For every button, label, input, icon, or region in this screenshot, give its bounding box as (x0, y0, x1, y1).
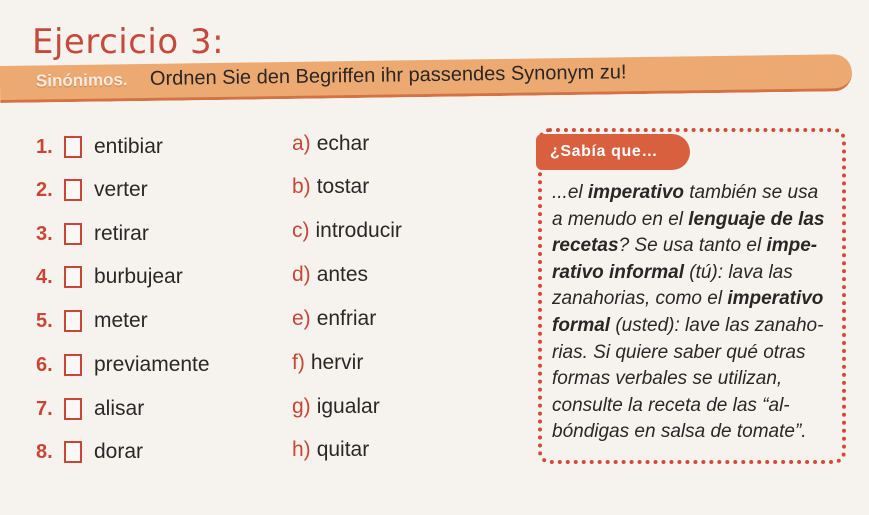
info-line (552, 419, 844, 446)
term-row (36, 262, 183, 292)
info-text: consulte la receta de las “al- (552, 394, 790, 416)
info-text: bóndigas en salsa de tomate”. (552, 421, 807, 443)
synonym-row (292, 304, 376, 334)
banner-instruction: Ordnen Sie den Begriffen ihr passendes Synonym zu! (149, 61, 627, 90)
info-text: a menudo en el (552, 208, 689, 230)
term-number: 2. (36, 178, 53, 201)
info-text: ...el (552, 182, 588, 203)
term-row (36, 437, 143, 467)
answer-checkbox[interactable] (64, 136, 82, 158)
term-row (36, 306, 148, 336)
term-number: 1. (36, 135, 53, 158)
synonym-letter: a) (292, 132, 311, 155)
answer-checkbox[interactable] (64, 179, 82, 201)
synonym-row (292, 260, 368, 290)
synonym-letter: c) (292, 219, 310, 242)
term-row (36, 350, 210, 380)
synonym-word: enfriar (316, 307, 377, 330)
exercise-title: Ejercicio 3: (32, 22, 225, 62)
info-box-heading: ¿Sabía que… (536, 134, 690, 170)
term-row (36, 132, 163, 162)
banner-label: Sinónimos. (35, 70, 128, 91)
info-emphasis: impe- (766, 235, 818, 257)
term-word: dorar (94, 440, 144, 463)
term-word: previamente (94, 353, 210, 376)
synonym-row (292, 348, 363, 378)
term-word: verter (94, 178, 148, 201)
answer-checkbox[interactable] (64, 310, 82, 332)
term-word: meter (94, 309, 148, 332)
synonym-row (292, 172, 369, 202)
info-emphasis: rativo informal (552, 261, 684, 283)
info-text: zanahorias, como el (552, 288, 728, 310)
info-box-text (552, 180, 844, 446)
info-text: (usted): lave las zanaho- (610, 314, 824, 336)
info-line (552, 260, 844, 287)
synonym-word: tostar (316, 175, 370, 198)
info-emphasis: lenguaje de las (688, 208, 825, 230)
synonym-row (292, 435, 369, 465)
info-emphasis: formal (552, 314, 611, 336)
synonym-word: echar (316, 132, 370, 155)
info-line (552, 393, 844, 420)
synonym-letter: h) (292, 438, 311, 461)
answer-checkbox[interactable] (64, 223, 82, 245)
info-text: formas verbales se utilizan, (552, 368, 783, 390)
term-word: burbujear (94, 265, 183, 288)
info-line (552, 207, 844, 234)
term-number: 8. (36, 440, 53, 463)
info-line (552, 340, 844, 367)
term-row (36, 175, 148, 205)
term-number: 7. (36, 397, 53, 420)
term-row (36, 394, 144, 424)
info-text: rias. Si quiere saber qué otras (552, 341, 806, 363)
info-text: también se usa (684, 182, 819, 203)
info-text: (tú): lava las (683, 261, 793, 283)
term-number: 4. (36, 265, 53, 288)
synonym-letter: d) (292, 263, 311, 286)
synonym-word: igualar (316, 395, 380, 418)
synonym-word: introducir (315, 219, 402, 242)
synonym-row (292, 216, 402, 246)
info-emphasis: recetas (552, 235, 619, 257)
term-number: 6. (36, 353, 53, 376)
synonym-word: quitar (316, 438, 370, 461)
info-line (552, 286, 844, 313)
term-word: entibiar (94, 135, 163, 158)
synonym-letter: b) (292, 175, 311, 198)
answer-checkbox[interactable] (64, 398, 82, 420)
synonym-word: antes (316, 263, 369, 286)
synonym-word: hervir (310, 351, 364, 374)
info-line (552, 180, 844, 207)
term-word: retirar (94, 222, 149, 245)
info-line (552, 313, 844, 340)
term-word: alisar (94, 397, 145, 420)
info-emphasis: imperativo (587, 182, 684, 203)
answer-checkbox[interactable] (64, 266, 82, 288)
info-line (552, 233, 844, 260)
answer-checkbox[interactable] (64, 354, 82, 376)
info-emphasis: imperativo (727, 288, 824, 310)
term-number: 3. (36, 222, 53, 245)
term-row (36, 219, 149, 249)
synonym-row (292, 129, 369, 159)
synonym-letter: g) (292, 395, 311, 418)
info-line (552, 366, 844, 393)
synonym-letter: e) (292, 307, 311, 330)
answer-checkbox[interactable] (64, 441, 82, 463)
synonym-letter: f) (292, 351, 305, 374)
info-text: ? Se usa tanto el (618, 235, 767, 257)
term-number: 5. (36, 309, 53, 332)
synonym-row (292, 392, 380, 422)
